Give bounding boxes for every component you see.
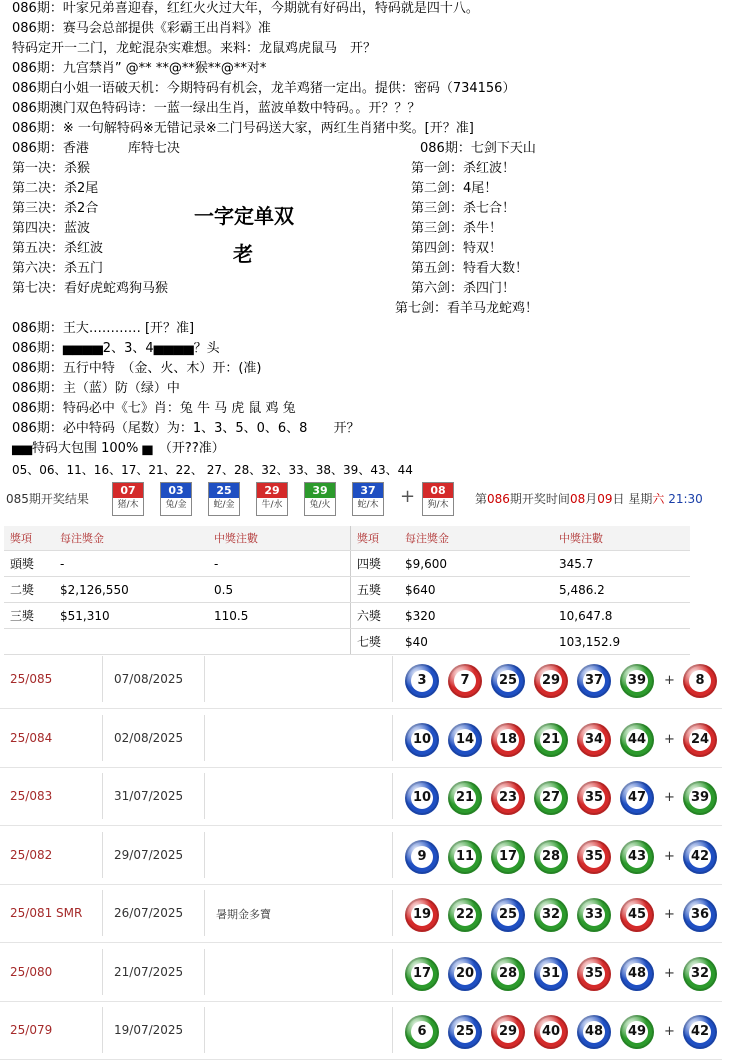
draw-ball-number: 39 [305,483,335,498]
lottery-ball-number: 8 [689,670,711,692]
lottery-ball [534,1015,568,1049]
lottery-ball [405,723,439,757]
text-line: 086期：王大………… [开？准] [12,321,195,336]
prize-table [4,526,690,655]
table-cell: 四獎 [351,551,400,577]
lottery-ball-number: 23 [497,787,519,809]
header-cell: 中獎注數 [208,526,351,551]
table-row [0,709,722,768]
prize-table-header [4,526,690,551]
lottery-ball [491,898,525,932]
draw-ball-number: 08 [423,483,453,498]
lottery-ball [534,898,568,932]
draw-ball-zodiac: 兔/火 [309,500,331,510]
next-draw-time: 第086期开奖时间08月09日 星期六 21:30 [475,492,703,506]
lottery-ball-number: 7 [454,670,476,692]
table-cell: 103,152.9 [553,629,690,655]
table-cell: - [208,551,351,577]
text-line: 086期：必中特码（尾数）为：1、3、5、0、6、8 开？ [12,421,360,436]
lottery-ball [448,723,482,757]
lottery-ball-number: 35 [583,963,605,985]
text-line: 第七剑：看羊马龙蛇鸡！ [395,301,539,316]
table-cell: 頭獎 [4,551,54,577]
lottery-ball-number: 42 [689,1021,711,1043]
table-row [0,826,722,885]
lottery-ball-number: 17 [411,963,433,985]
draw-ball-number: 25 [209,483,239,498]
text-line: 第三剑：杀七合！ [411,201,516,216]
draw-ball [256,482,288,516]
lottery-ball-number: 35 [583,787,605,809]
lottery-ball-number: 24 [689,729,711,751]
text-line: 086期：叶家兄弟喜迎春，红红火火过大年，今期就有好码出，特码就是四十八。 [12,1,479,16]
lottery-ball [405,840,439,874]
lottery-ball [620,781,654,815]
lottery-ball [534,664,568,698]
draw-ball-number: 03 [161,483,191,498]
lottery-ball-number: 31 [540,963,562,985]
draw-ball [112,482,144,516]
lottery-ball-number: 32 [689,963,711,985]
table-row [0,1001,722,1060]
text-line: 第一剑：杀红波！ [411,161,516,176]
table-cell: 七獎 [351,629,400,655]
column-divider [204,832,205,878]
table-cell: $9,600 [399,551,553,577]
lottery-ball [448,1015,482,1049]
text-line: 086期澳门双色特码诗：一蓝一绿出生肖，蓝波单数中特码。。开？？？ [12,101,421,116]
draw-issue: 25/084 [10,730,53,745]
table-row [4,603,690,629]
text-line: 第二决：杀2尾 [12,181,99,196]
text-line: 第六剑：杀四门！ [411,281,516,296]
draw-ball [352,482,384,516]
table-cell: $51,310 [54,603,208,629]
handwritten-title: 一字定单双 [194,204,294,228]
table-cell: 5,486.2 [553,577,690,603]
draw-ball-number: 37 [353,483,383,498]
table-row [4,551,690,577]
column-divider [392,832,393,878]
column-divider [102,1007,103,1053]
draw-issue: 25/081 SMR [10,906,83,920]
lottery-ball [534,781,568,815]
text-line: 第三决：杀2合 [12,201,99,216]
draw-issue: 25/083 [10,789,53,803]
plus-icon: + [664,731,675,747]
table-cell: 二獎 [4,577,54,603]
text-line: 086期：特码必中《七》肖：兔 牛 马 虎 鼠 鸡 兔 [12,401,296,416]
lottery-ball-number: 25 [497,904,519,926]
draw-date: 29/07/2025 [114,847,184,862]
draw-date: 19/07/2025 [114,1023,184,1037]
lottery-ball [491,664,525,698]
lottery-ball-number: 6 [411,1021,433,1043]
draw-ball [160,482,192,516]
draw-ball-zodiac: 猪/木 [117,500,139,510]
plus-icon: + [664,673,675,688]
plus-icon: + [664,1024,675,1039]
lottery-ball [577,1015,611,1049]
lottery-ball [405,898,439,932]
table-cell: 六獎 [351,603,400,629]
lottery-ball [448,957,482,991]
lottery-ball-number: 44 [626,729,648,751]
lottery-ball-number: 45 [626,904,648,926]
lottery-ball [405,957,439,991]
plus-icon: + [664,965,675,981]
draw-issue: 25/079 [10,1023,53,1037]
draw-ball-zodiac: 兔/金 [165,500,187,510]
lottery-ball-number: 48 [626,963,648,985]
lottery-ball-number: 21 [454,787,476,809]
lottery-ball-number: 39 [626,670,648,692]
lottery-ball [577,723,611,757]
lottery-ball-number: 18 [497,729,519,751]
lottery-ball [683,723,717,757]
lottery-ball-number: 14 [454,729,476,751]
lottery-ball [534,723,568,757]
column-divider [392,890,393,936]
lottery-ball [620,664,654,698]
lottery-ball [620,723,654,757]
lottery-ball [491,781,525,815]
plus-icon: + [400,486,416,507]
lottery-ball-number: 29 [497,1021,519,1043]
lottery-ball [534,840,568,874]
lottery-ball [491,1015,525,1049]
lottery-ball [620,898,654,932]
draw-label: 085期开奖结果 [6,492,89,506]
lottery-ball [491,840,525,874]
lottery-ball-number: 34 [583,729,605,751]
lottery-ball [491,957,525,991]
lottery-ball-number: 10 [411,787,433,809]
text-line: 第一决：杀猴 [12,161,91,176]
lottery-ball-number: 32 [540,904,562,926]
lottery-ball-number: 36 [689,904,711,926]
prediction-text-area [0,0,736,470]
column-divider [392,773,393,819]
draw-ball [208,482,240,516]
lottery-ball [620,957,654,991]
lottery-ball [577,664,611,698]
text-line: 086期：五行中特 （金、火、木）开：(准) [12,361,262,376]
lottery-ball [683,664,717,698]
text-line: 第五剑：特看大数！ [411,261,529,276]
lottery-ball [448,898,482,932]
table-cell: $40 [399,629,553,655]
column-divider [102,890,103,936]
table-cell: 0.5 [208,577,351,603]
lottery-ball-number: 17 [497,846,519,868]
lottery-ball [577,957,611,991]
lottery-ball-number: 11 [454,846,476,868]
lottery-ball-number: 40 [540,1021,562,1043]
lottery-ball-number: 47 [626,787,648,809]
column-divider [204,715,205,761]
column-divider [102,773,103,819]
draw-date: 02/08/2025 [114,730,184,745]
text-line: 第五决：杀红波 [12,241,104,256]
handwritten-title: 老 [233,242,253,266]
lottery-ball-number: 28 [540,846,562,868]
lottery-ball-number: 39 [689,787,711,809]
column-divider [102,949,103,995]
column-divider [102,656,103,702]
lottery-ball [448,664,482,698]
table-cell: 345.7 [553,551,690,577]
text-line: 特码定开一二门，龙蛇混杂实难想。来料：龙鼠鸡虎鼠马 开？ [12,41,377,56]
lottery-ball [405,664,439,698]
lottery-ball-number: 43 [626,846,648,868]
column-divider [392,656,393,702]
text-line: 086期：▅▅▅▅2、3、4▅▅▅▅？头 [12,341,220,356]
text-line: 第四决：蓝波 [12,221,91,236]
column-divider [392,1007,393,1053]
lottery-ball [683,1015,717,1049]
draw-note: 暑期金多寶 [216,908,271,921]
draw-ball-zodiac: 蛇/木 [357,500,379,510]
lottery-ball-number: 37 [583,670,605,692]
text-line: 第六决：杀五门 [12,261,104,276]
plus-icon: + [664,907,675,922]
lottery-ball [683,957,717,991]
column-divider [102,715,103,761]
draw-special-ball [422,482,454,516]
text-line: 第四剑：特双！ [411,241,503,256]
lottery-ball-number: 27 [540,787,562,809]
lottery-ball [577,840,611,874]
lottery-ball-number: 28 [497,963,519,985]
number-list: 05、06、11、16、17、21、22、 27、28、32、33、38、39、43、44 [12,463,413,477]
column-divider [204,890,205,936]
column-divider [204,949,205,995]
table-cell: $2,126,550 [54,577,208,603]
draw-date: 26/07/2025 [114,906,184,920]
lottery-ball [491,723,525,757]
table-row [0,943,722,1002]
lottery-ball [683,781,717,815]
text-line: 086期：香港 库特七决 [12,141,180,156]
table-row [0,767,722,826]
draw-ball-zodiac: 蛇/金 [213,500,235,510]
plus-icon: + [664,848,675,864]
lottery-ball-number: 20 [454,963,476,985]
lottery-ball [620,840,654,874]
lottery-ball-number: 33 [583,904,605,926]
draw-ball [304,482,336,516]
text-line: ▅▅特码大包围 100% ▅ （开??准） [12,441,225,456]
text-line: 086期：九宫禁肖” @** **@**猴**@**对* [12,61,267,76]
table-row [0,884,722,943]
plus-icon: + [664,790,675,805]
lottery-ball [577,781,611,815]
lottery-ball [683,898,717,932]
draw-result-bar [0,476,736,518]
draw-date: 31/07/2025 [114,789,184,803]
lottery-ball-number: 49 [626,1021,648,1043]
draw-ball-number: 29 [257,483,287,498]
draw-issue: 25/080 [10,964,53,979]
lottery-ball [577,898,611,932]
lottery-ball-number: 25 [497,670,519,692]
column-divider [392,715,393,761]
lottery-ball-number: 21 [540,729,562,751]
table-cell: $640 [399,577,553,603]
lottery-ball-number: 42 [689,846,711,868]
column-divider [392,949,393,995]
draw-issue: 25/085 [10,672,53,686]
header-cell: 每注獎金 [54,526,208,551]
table-cell: $320 [399,603,553,629]
lottery-ball [683,840,717,874]
draw-ball-number: 07 [113,483,143,498]
text-line: 第七决：看好虎蛇鸡狗马猴 [12,281,169,296]
header-cell: 每注獎金 [399,526,553,551]
lottery-ball-number: 10 [411,729,433,751]
lottery-ball [405,1015,439,1049]
lottery-ball-number: 25 [454,1021,476,1043]
text-line: 086期：※ 一句解特码※无错记录※二门号码送大家，两红生肖猪中奖。[开？准] [12,121,474,136]
header-cell: 中獎注數 [553,526,690,551]
table-cell: 三獎 [4,603,54,629]
text-line: 086期：赛马会总部提供《彩霸王出肖料》准 [12,21,271,36]
lottery-ball-number: 48 [583,1021,605,1043]
lottery-ball [448,781,482,815]
text-line: 第二剑：4尾！ [411,181,498,196]
lottery-ball [534,957,568,991]
text-line: 第三剑：杀牛！ [411,221,503,236]
column-divider [204,1007,205,1053]
column-divider [204,773,205,819]
lottery-ball-number: 35 [583,846,605,868]
text-line: 086期：七剑下天山 [420,141,536,156]
lottery-ball [405,781,439,815]
table-cell: 10,647.8 [553,603,690,629]
table-row [0,650,722,709]
column-divider [102,832,103,878]
column-divider [204,656,205,702]
text-line: 086期白小姐一语破天机：今期特码有机会，龙羊鸡猪一定出。提供：密码（734156） [12,81,516,96]
lottery-ball-number: 22 [454,904,476,926]
draw-ball-zodiac: 狗/木 [427,500,449,510]
table-cell: 五獎 [351,577,400,603]
lottery-ball-number: 9 [411,846,433,868]
header-cell: 獎項 [4,526,54,551]
table-cell: 110.5 [208,603,351,629]
draw-ball-zodiac: 牛/水 [261,500,283,510]
lottery-ball [620,1015,654,1049]
draw-date: 21/07/2025 [114,964,184,979]
lottery-ball [448,840,482,874]
lottery-ball-number: 3 [411,670,433,692]
header-cell: 獎項 [351,526,400,551]
lottery-ball-number: 19 [411,904,433,926]
table-cell: - [54,551,208,577]
lottery-ball-number: 29 [540,670,562,692]
draw-date: 07/08/2025 [114,672,184,686]
text-line: 086期：主（蓝）防（绿）中 [12,381,180,396]
table-row [4,577,690,603]
draw-issue: 25/082 [10,847,53,862]
